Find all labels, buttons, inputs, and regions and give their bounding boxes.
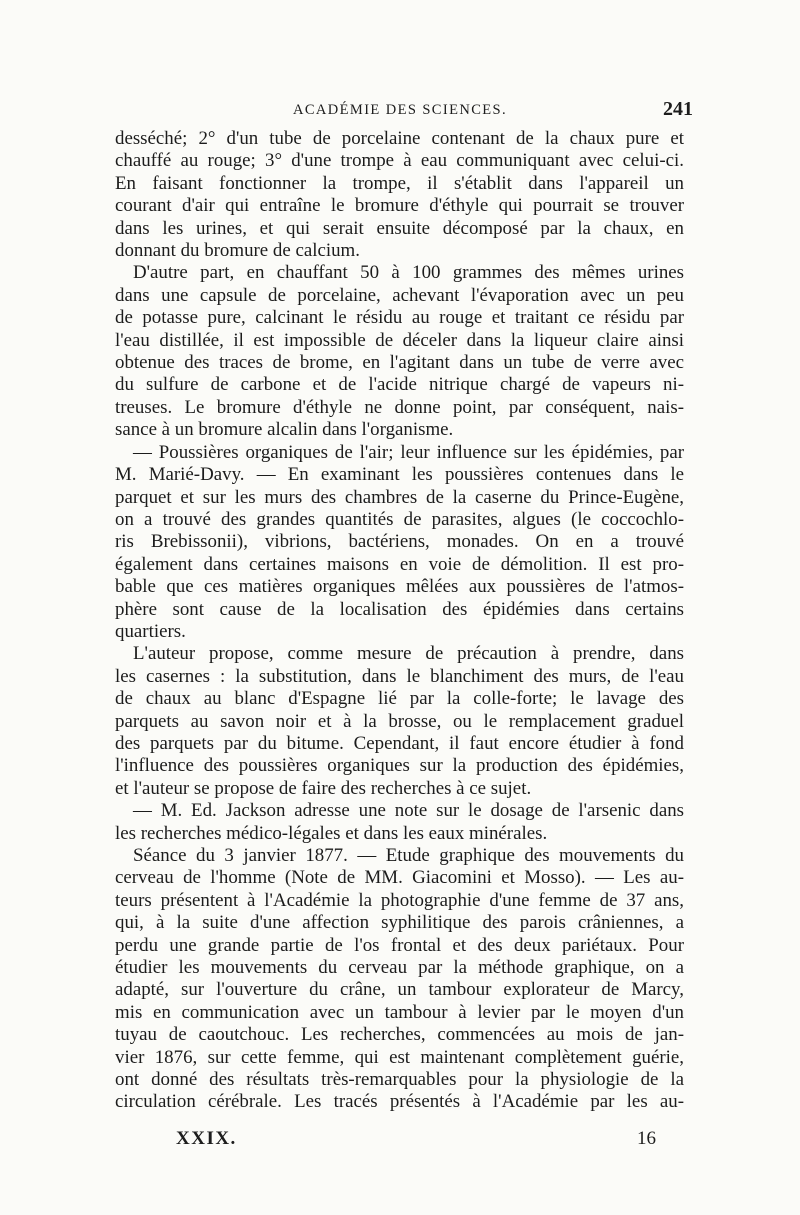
text-line: L'auteur propose, comme mesure de précaution à prendre, dans: [133, 643, 684, 665]
text-line: des parquets par du bitume. Cependant, il faut encore étudier à fond: [115, 732, 684, 754]
text-line: tuyau de caoutchouc. Les recherches, commencées au mois de jan-: [115, 1024, 684, 1046]
text-line: treuses. Le bromure d'éthyle ne donne point, par conséquent, nais-: [115, 396, 684, 418]
text-line: phère sont cause de la localisation des épidémies dans certains: [115, 598, 684, 620]
text-line: Séance du 3 janvier 1877. — Etude graphique des mouvements du: [133, 845, 684, 866]
text-line: donnant du bromure de calcium.: [115, 240, 360, 262]
text-line: on a trouvé des grandes quantités de parasites, algues (le coccochlo-: [115, 508, 684, 530]
text-line: de potasse pure, calcinant le résidu au rouge et traitant ce résidu par: [115, 307, 684, 329]
text-line: dans les urines, et qui serait ensuite décomposé par la chaux, en: [115, 217, 684, 239]
text-line: M. Marié-Davy. — En examinant les poussières contenues dans le: [115, 464, 684, 486]
text-line: En faisant fonctionner la trompe, il s'établit dans l'appareil un: [115, 172, 684, 194]
text-line: parquet et sur les murs des chambres de la caserne du Prince-Eugène,: [115, 486, 684, 508]
text-line: courant d'air qui entraîne le bromure d'éthyle qui pourrait se trouver: [115, 195, 684, 217]
text-line: étudier les mouvements du cerveau par la méthode graphique, on a: [115, 957, 684, 979]
text-line: — Poussières organiques de l'air; leur influence sur les épidémies, par: [133, 441, 684, 463]
body-text: [115, 128, 684, 1114]
text-line: chauffé au rouge; 3° d'une trompe à eau communiquant avec celui-ci.: [115, 150, 684, 172]
signature-mark: XXIX.: [176, 1128, 237, 1149]
page-header: [0, 100, 800, 124]
page-number: 241: [663, 98, 693, 120]
text-line: les recherches médico-légales et dans les eaux minérales.: [115, 822, 548, 844]
text-line: D'autre part, en chauffant 50 à 100 grammes des mêmes urines: [133, 262, 684, 284]
text-line: parquets au savon noir et à la brosse, ou le remplacement graduel: [115, 710, 684, 732]
running-title: ACADÉMIE DES SCIENCES.: [292, 102, 508, 118]
text-line: qui, à la suite d'une affection syphilitique des parois crâniennes, a: [115, 912, 684, 934]
sheet-number: 16: [637, 1128, 656, 1149]
text-line: l'eau distillée, il est impossible de déceler dans la liqueur claire ainsi: [115, 329, 684, 351]
text-line: adapté, sur l'ouverture du crâne, un tambour explorateur de Marcy,: [115, 979, 684, 1001]
text-line: obtenue des traces de brome, en l'agitant dans un tube de verre avec: [115, 352, 684, 374]
text-line: également dans certaines maisons en voie de démolition. Il est pro-: [115, 553, 684, 575]
text-line: bable que ces matières organiques mêlées aux poussières de l'atmos-: [115, 576, 684, 598]
text-line: l'influence des poussières organiques sur la production des épidémies,: [115, 755, 684, 777]
text-line: sance à un bromure alcalin dans l'organisme.: [115, 419, 454, 441]
text-line: cerveau de l'homme (Note de MM. Giacomini et Mosso). — Les au-: [115, 867, 684, 889]
text-line: les casernes : la substitution, dans le blanchiment des murs, de l'eau: [115, 665, 684, 687]
text-line: perdu une grande partie de l'os frontal et des deux pariétaux. Pour: [115, 934, 684, 956]
text-line: du sulfure de carbone et de l'acide nitrique chargé de vapeurs ni-: [115, 374, 684, 396]
page-footer: [0, 1128, 800, 1154]
text-line: — M. Ed. Jackson adresse une note sur le dosage de l'arsenic dans: [133, 800, 684, 822]
text-line: teurs présentent à l'Académie la photographie d'une femme de 37 ans,: [115, 889, 684, 911]
text-line: dans une capsule de porcelaine, achevant l'évaporation avec un peu: [115, 284, 684, 306]
text-line: quartiers.: [115, 620, 186, 642]
text-line: et l'auteur se propose de faire des recherches à ce sujet.: [115, 777, 532, 799]
text-line: ont donné des résultats très-remarquables pour la physiologie de la: [115, 1069, 684, 1091]
text-line: vier 1876, sur cette femme, qui est maintenant complètement guérie,: [115, 1046, 684, 1068]
text-line: ris Brebissonii), vibrions, bactériens, monades. On en a trouvé: [115, 531, 684, 553]
text-line: de chaux au blanc d'Espagne lié par la colle-forte; le lavage des: [115, 688, 684, 710]
text-line: mis en communication avec un tambour à levier par le moyen d'un: [115, 1001, 684, 1023]
text-line: desséché; 2° d'un tube de porcelaine contenant de la chaux pure et: [115, 128, 684, 149]
text-line: circulation cérébrale. Les tracés présentés à l'Académie par les au-: [115, 1091, 684, 1113]
